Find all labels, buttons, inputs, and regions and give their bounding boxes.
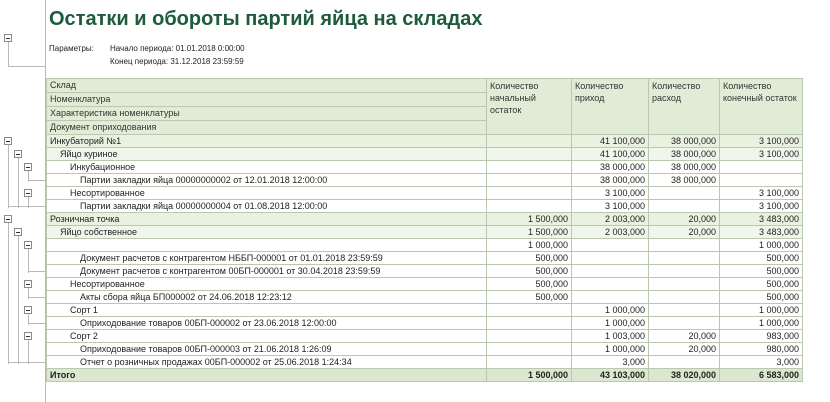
row-in-cell: 1 003,000 [572, 330, 649, 343]
row-start-cell [487, 174, 572, 187]
row-out-cell [649, 291, 720, 304]
row-out-cell [649, 252, 720, 265]
row-in-cell [572, 291, 649, 304]
row-end-cell: 1 000,000 [720, 239, 803, 252]
row-end-cell: 1 000,000 [720, 304, 803, 317]
row-start-cell [487, 317, 572, 330]
row-out-cell: 38 000,000 [649, 161, 720, 174]
row-name-cell: Розничная точка [47, 213, 487, 226]
row-start-cell [487, 330, 572, 343]
row-start-cell [487, 304, 572, 317]
row-out-cell: 20,000 [649, 226, 720, 239]
parameters-block [49, 42, 245, 68]
row-out-cell [649, 304, 720, 317]
row-end-cell: 3 483,000 [720, 213, 803, 226]
header-group-characteristic: Характеристика номенклатуры [47, 107, 486, 121]
row-out-cell: 38 000,000 [649, 135, 720, 148]
row-out-cell [649, 239, 720, 252]
row-in-cell: 1 000,000 [572, 343, 649, 356]
collapse-toggle[interactable] [4, 215, 12, 223]
tree-line [28, 249, 29, 273]
row-out-cell [649, 187, 720, 200]
header-group-nomenclature: Номенклатура [47, 93, 486, 107]
row-out-cell: 38 000,000 [649, 148, 720, 161]
header-group-warehouse: Склад [47, 79, 486, 93]
total-out-cell: 38 020,000 [649, 369, 720, 382]
row-start-cell: 500,000 [487, 291, 572, 304]
row-name-cell: Инкубационное [47, 161, 487, 174]
collapse-toggle[interactable] [14, 228, 22, 236]
tree-line [28, 297, 45, 298]
row-in-cell: 41 100,000 [572, 148, 649, 161]
tree-line [28, 271, 45, 272]
row-start-cell [487, 161, 572, 174]
row-out-cell [649, 278, 720, 291]
row-start-cell: 1 500,000 [487, 213, 572, 226]
row-start-cell [487, 200, 572, 213]
row-start-cell [487, 148, 572, 161]
table-row[interactable] [47, 265, 803, 278]
row-name-cell [47, 239, 487, 252]
tree-line [28, 340, 29, 364]
table-row[interactable] [47, 174, 803, 187]
row-in-cell [572, 265, 649, 278]
period-end: Конец периода: 31.12.2018 23:59:59 [110, 57, 244, 66]
row-end-cell: 3 100,000 [720, 187, 803, 200]
parameters-label: Параметры: [49, 44, 94, 53]
row-name-cell: Несортированное [47, 278, 487, 291]
row-end-cell: 1 000,000 [720, 317, 803, 330]
row-in-cell: 38 000,000 [572, 161, 649, 174]
row-start-cell [487, 343, 572, 356]
row-in-cell: 3,000 [572, 356, 649, 369]
row-in-cell [572, 252, 649, 265]
row-start-cell [487, 187, 572, 200]
row-end-cell: 3 483,000 [720, 226, 803, 239]
row-start-cell: 1 500,000 [487, 226, 572, 239]
row-start-cell: 1 000,000 [487, 239, 572, 252]
header-group-document: Документ оприходования [50, 122, 157, 132]
total-row [47, 369, 803, 382]
table-row[interactable] [47, 213, 803, 226]
row-end-cell: 3,000 [720, 356, 803, 369]
table-row[interactable] [47, 161, 803, 174]
tree-line [28, 362, 45, 363]
table-row[interactable] [47, 252, 803, 265]
table-row[interactable] [47, 187, 803, 200]
row-out-cell: 20,000 [649, 330, 720, 343]
collapse-toggle[interactable] [24, 163, 32, 171]
page-title: Остатки и обороты партий яйца на складах [49, 8, 483, 30]
tree-line [28, 323, 45, 324]
collapse-toggle[interactable] [14, 150, 22, 158]
row-name-cell: Оприходование товаров 00БП-000003 от 21.06.2018 1:26:09 [47, 343, 487, 356]
row-name-cell: Несортированное [47, 187, 487, 200]
header-col-out: Количество расход [649, 79, 720, 135]
row-end-cell [720, 174, 803, 187]
header-groupings [47, 79, 487, 135]
row-end-cell: 3 100,000 [720, 148, 803, 161]
collapse-toggle[interactable] [24, 280, 32, 288]
row-end-cell: 500,000 [720, 278, 803, 291]
row-in-cell: 1 000,000 [572, 317, 649, 330]
table-row[interactable] [47, 356, 803, 369]
table-row[interactable] [47, 304, 803, 317]
header-col-end: Количество конечный остаток [720, 79, 803, 135]
collapse-toggle-params[interactable] [4, 34, 12, 42]
row-name-cell: Документ расчетов с контрагентом 00БП-000001 от 30.04.2018 23:59:59 [47, 265, 487, 278]
row-start-cell: 500,000 [487, 278, 572, 291]
row-end-cell: 980,000 [720, 343, 803, 356]
row-out-cell [649, 200, 720, 213]
row-start-cell: 500,000 [487, 252, 572, 265]
row-end-cell: 3 100,000 [720, 200, 803, 213]
row-name-cell: Отчет о розничных продажах 00БП-000002 от 25.06.2018 1:24:34 [47, 356, 487, 369]
row-end-cell: 500,000 [720, 291, 803, 304]
table-row[interactable] [47, 278, 803, 291]
total-in-cell: 43 103,000 [572, 369, 649, 382]
collapse-toggle[interactable] [24, 241, 32, 249]
row-name-cell: Сорт 1 [47, 304, 487, 317]
row-out-cell [649, 356, 720, 369]
header-col-start: Количество начальный остаток [487, 79, 572, 135]
total-label: Итого [47, 369, 487, 382]
row-name-cell: Сорт 2 [47, 330, 487, 343]
table-row[interactable] [47, 135, 803, 148]
row-in-cell [572, 239, 649, 252]
tree-line [18, 158, 19, 208]
header-row [47, 79, 803, 135]
row-end-cell: 500,000 [720, 252, 803, 265]
collapse-toggle[interactable] [24, 332, 32, 340]
row-end-cell [720, 161, 803, 174]
row-name-cell: Акты сбора яйца БП000002 от 24.06.2018 12:23:12 [47, 291, 487, 304]
header-col-in: Количество приход [572, 79, 649, 135]
period-start: Начало периода: 01.01.2018 0:00:00 [110, 44, 245, 53]
row-name-cell: Инкубаторий №1 [47, 135, 487, 148]
row-in-cell: 2 003,000 [572, 213, 649, 226]
table-row[interactable] [47, 148, 803, 161]
row-out-cell: 20,000 [649, 213, 720, 226]
total-start-cell: 1 500,000 [487, 369, 572, 382]
tree-line [28, 180, 45, 181]
table-row[interactable] [47, 330, 803, 343]
row-start-cell: 500,000 [487, 265, 572, 278]
row-name-cell: Партии закладки яйца 00000000004 от 01.08.2018 12:00:00 [47, 200, 487, 213]
collapse-toggle[interactable] [24, 189, 32, 197]
row-out-cell: 20,000 [649, 343, 720, 356]
row-in-cell: 41 100,000 [572, 135, 649, 148]
report-table [46, 78, 803, 382]
row-name-cell: Документ расчетов с контрагентом НББП-000001 от 01.01.2018 23:59:59 [47, 252, 487, 265]
row-in-cell: 3 100,000 [572, 187, 649, 200]
row-out-cell: 38 000,000 [649, 174, 720, 187]
table-row[interactable] [47, 226, 803, 239]
table-row[interactable] [47, 343, 803, 356]
collapse-toggle[interactable] [4, 137, 12, 145]
table-row[interactable] [47, 317, 803, 330]
tree-line [28, 206, 45, 207]
tree-line [8, 223, 9, 364]
row-in-cell [572, 278, 649, 291]
collapse-toggle[interactable] [24, 306, 32, 314]
tree-line [18, 236, 19, 364]
tree-line [8, 145, 9, 208]
total-end-cell: 6 583,000 [720, 369, 803, 382]
row-end-cell: 3 100,000 [720, 135, 803, 148]
row-in-cell: 1 000,000 [572, 304, 649, 317]
row-end-cell: 983,000 [720, 330, 803, 343]
row-in-cell: 2 003,000 [572, 226, 649, 239]
table-row[interactable] [47, 239, 803, 252]
row-start-cell [487, 356, 572, 369]
row-name-cell: Яйцо собственное [47, 226, 487, 239]
row-end-cell: 500,000 [720, 265, 803, 278]
table-row[interactable] [47, 291, 803, 304]
row-out-cell [649, 265, 720, 278]
row-name-cell: Яйцо куриное [47, 148, 487, 161]
row-in-cell: 3 100,000 [572, 200, 649, 213]
row-name-cell: Партии закладки яйца 00000000002 от 12.01.2018 12:00:00 [47, 174, 487, 187]
row-start-cell [487, 135, 572, 148]
row-in-cell: 38 000,000 [572, 174, 649, 187]
row-out-cell [649, 317, 720, 330]
table-row[interactable] [47, 200, 803, 213]
tree-line [8, 66, 45, 67]
row-name-cell: Оприходование товаров 00БП-000002 от 23.06.2018 12:00:00 [47, 317, 487, 330]
